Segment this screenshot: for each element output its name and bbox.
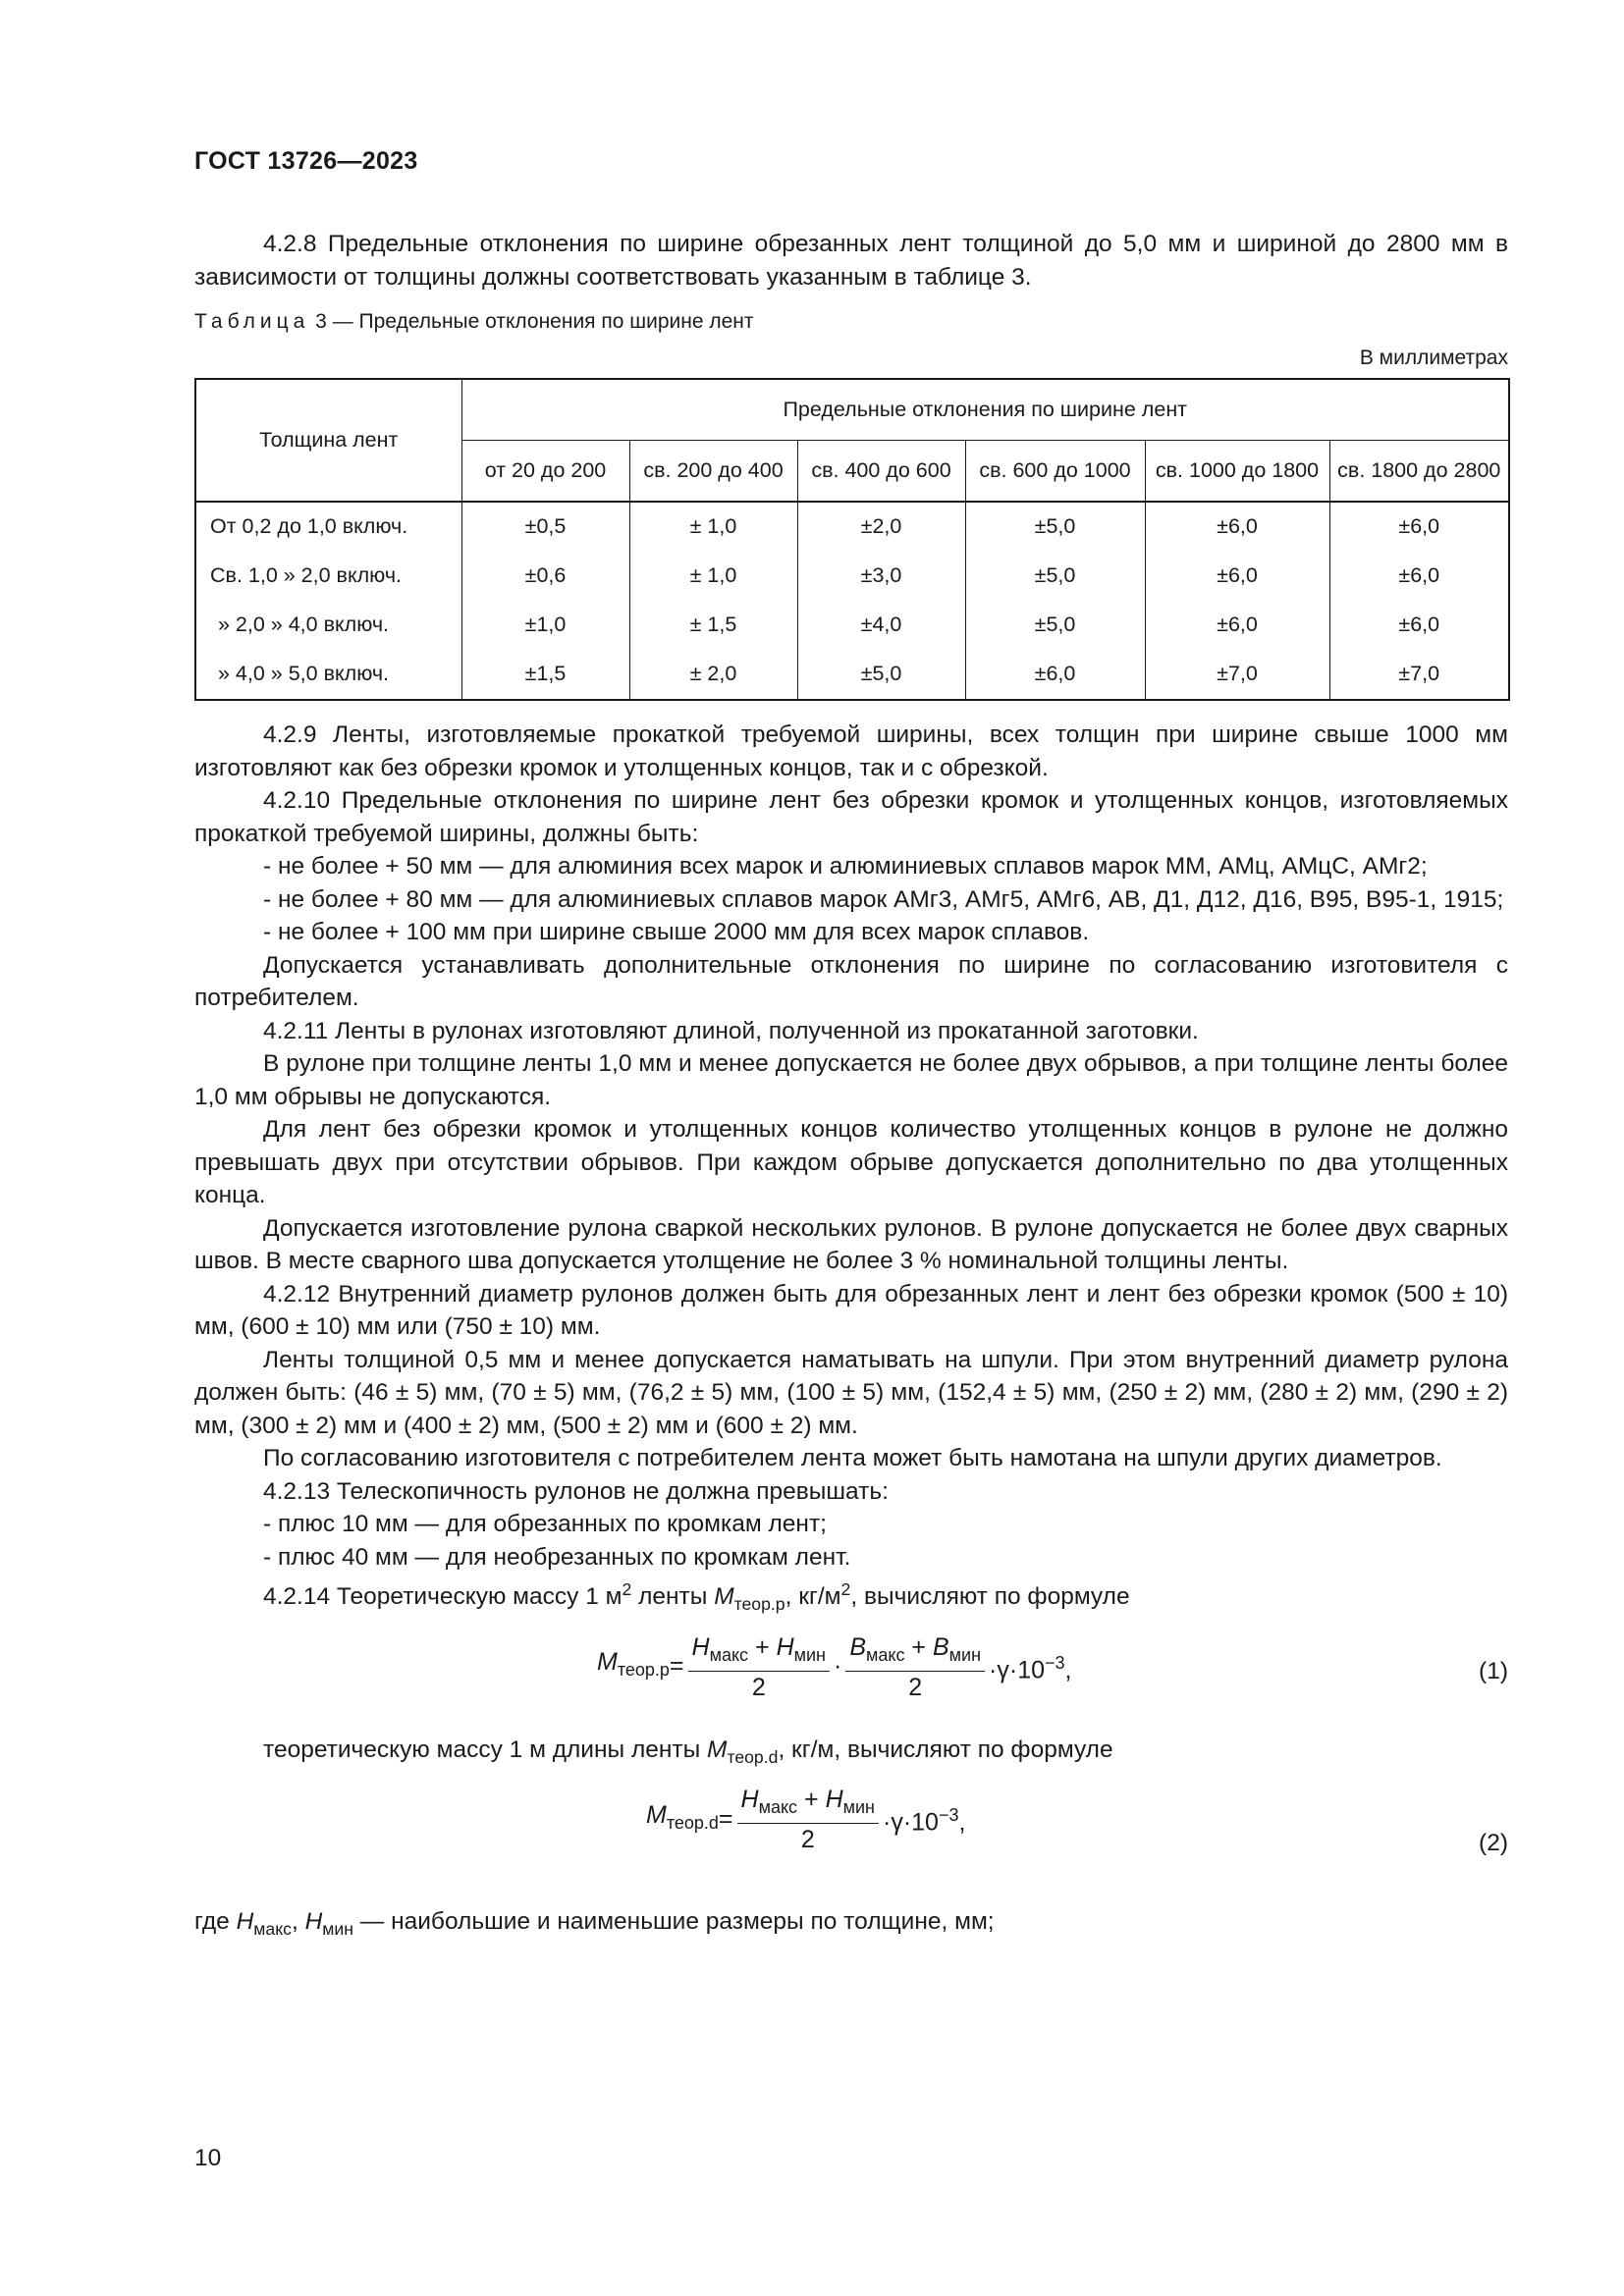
document-header: ГОСТ 13726—2023 [194, 147, 418, 175]
cell-value: ±6,0 [1329, 552, 1509, 601]
paragraph-4-2-13: 4.2.13 Телескопичность рулонов не должна превышать: [263, 1477, 889, 1505]
page-number: 10 [194, 2145, 222, 2171]
cell-value: ± 2,0 [629, 650, 797, 700]
cell-value: ±5,0 [965, 552, 1145, 601]
cell-value: ±6,0 [1329, 601, 1509, 650]
tolerance-table [194, 378, 1510, 701]
cell-thickness: Св. 1,0 » 2,0 включ. [195, 552, 461, 601]
paragraph-4-2-11: 4.2.11 Ленты в рулонах изготовляют длиной, полученной из прокатанной заготовки. [263, 1017, 1199, 1044]
cell-value: ± 1,5 [629, 601, 797, 650]
paragraph: Допускается изготовление рулона сваркой нескольких рулонов. В рулоне допускается не более двух сварных швов. В месте сварного шва допускается утолщение не более 3 % номинальной толщины ленты. [194, 1214, 1508, 1274]
header-width-col: св. 600 до 1000 [965, 441, 1145, 503]
header-width-col: от 20 до 200 [461, 441, 629, 503]
formula-1-expression: $M_{теор.p}$ = $\frac{H_{макс} + H_{мин}}{2}$ · $\frac{B_{макс} + B_{мин}}{2}$ $\cdot\gamma\cdot 10^{-3}$, [597, 1632, 1072, 1701]
cell-value: ±7,0 [1329, 650, 1509, 700]
cell-thickness: » 4,0 » 5,0 включ. [195, 650, 461, 700]
cell-value: ±6,0 [1145, 552, 1329, 601]
paragraph-4-2-8: 4.2.8 Предельные отклонения по ширине обрезанных лент толщиной до 5,0 мм и шириной до 2800 мм в зависимости от толщины должны соответствовать указанным в таблице 3. [194, 231, 1508, 291]
list-item: - не более + 100 мм при ширине свыше 2000 мм для всех марок сплавов. [263, 919, 1090, 945]
cell-value: ±6,0 [1329, 502, 1509, 552]
table-units: В миллиметрах [1359, 347, 1508, 369]
variable-definition: где $H_{макс}$, $H_{мин}$ — наибольшие и наименьшие размеры по толщине, мм; [194, 1907, 995, 1939]
formula-1-number: (1) [1479, 1657, 1508, 1684]
cell-value: ±6,0 [965, 650, 1145, 700]
header-width-col: св. 1800 до 2800 [1329, 441, 1509, 503]
header-width-col: св. 200 до 400 [629, 441, 797, 503]
table-row [195, 552, 1509, 601]
paragraph-4-2-12: 4.2.12 Внутренний диаметр рулонов должен быть для обрезанных лент и лент без обрезки кромок (500 ± 10) мм, (600 ± 10) мм или (750 ± 10) мм. [194, 1280, 1508, 1340]
cell-value: ± 1,0 [629, 552, 797, 601]
header-width-tolerance: Предельные отклонения по ширине лент [461, 379, 1509, 441]
page-content [194, 228, 1508, 1946]
cell-value: ±2,0 [797, 502, 965, 552]
cell-value: ±1,0 [461, 601, 629, 650]
cell-value: ± 1,0 [629, 502, 797, 552]
cell-thickness: » 2,0 » 4,0 включ. [195, 601, 461, 650]
cell-value: ±5,0 [965, 601, 1145, 650]
list-item: - плюс 40 мм — для необрезанных по кромкам лент. [263, 1543, 851, 1571]
cell-value: ±7,0 [1145, 650, 1329, 700]
list-item: - плюс 10 мм — для обрезанных по кромкам лент; [263, 1511, 827, 1537]
paragraph-4-2-10: 4.2.10 Предельные отклонения по ширине лент без обрезки кромок и утолщенных концов, изготовляемых прокаткой требуемой ширины, должны быть: [194, 787, 1508, 847]
paragraph-4-2-9: 4.2.9 Ленты, изготовляемые прокаткой требуемой ширины, всех толщин при ширине свыше 1000 мм изготовляют как без обрезки кромок и утолщенных концов, так и с обрезкой. [194, 721, 1508, 781]
cell-value: ±6,0 [1145, 502, 1329, 552]
header-width-col: св. 1000 до 1800 [1145, 441, 1329, 503]
cell-value: ±6,0 [1145, 601, 1329, 650]
table-caption-text: 3 — Предельные отклонения по ширине лент [309, 310, 754, 333]
cell-thickness: От 0,2 до 1,0 включ. [195, 502, 461, 552]
table-row [195, 502, 1509, 552]
paragraph-4-2-14: 4.2.14 Теоретическую массу 1 $м^2$ ленты $M_{теор.p}$, $кг/м^2$, вычисляют по формуле [263, 1579, 1130, 1615]
cell-value: ±1,5 [461, 650, 629, 700]
table-row [195, 601, 1509, 650]
list-item: - не более + 50 мм — для алюминия всех марок и алюминиевых сплавов марок ММ, АМц, АМцС, АМг2; [263, 853, 1428, 880]
formula-2-number: (2) [1479, 1829, 1508, 1856]
cell-value: ±4,0 [797, 601, 965, 650]
list-item: - не более + 80 мм — для алюминиевых сплавов марок АМг3, АМг5, АМг6, АВ, Д1, Д12, Д16, В95, В95-1, 1915; [263, 885, 1504, 913]
formula-1 [194, 1631, 1508, 1720]
paragraph: Ленты толщиной 0,5 мм и менее допускается наматывать на шпули. При этом внутренний диаметр рулона должен быть: (46 ± 5) мм, (70 ± 5) мм, (76,2 ± 5) мм, (100 ± 5) мм, (152,4 ± 5) мм, (250 ± 2) мм, (280 ± 2) мм, (290 ± 2) мм, (300 ± 2) мм и (400 ± 2) мм, (500 ± 2) мм и (600 ± 2) мм. [194, 1346, 1508, 1439]
table-caption-word: Таблица [194, 310, 310, 333]
header-thickness: Толщина лент [195, 379, 461, 502]
table-caption [194, 307, 1508, 337]
paragraph: теоретическую массу 1 м длины ленты $M_{теор.d}$, кг/м, вычисляют по формуле [263, 1735, 1113, 1767]
formula-2-expression: $M_{теор.d}$ = $\frac{H_{макс} + H_{мин}}{2}$ $\cdot\gamma\cdot 10^{-3}$, [646, 1785, 966, 1853]
formula-2 [194, 1784, 1508, 1882]
paragraph: Для лент без обрезки кромок и утолщенных концов количество утолщенных концов в рулоне не должно превышать двух при отсутствии обрывов. При каждом обрыве допускается дополнительно по два утолщенных конца. [194, 1116, 1508, 1208]
cell-value: ±0,6 [461, 552, 629, 601]
cell-value: ±5,0 [965, 502, 1145, 552]
cell-value: ±0,5 [461, 502, 629, 552]
paragraph: Допускается устанавливать дополнительные отклонения по ширине по согласованию изготовителя с потребителем. [194, 951, 1508, 1011]
cell-value: ±5,0 [797, 650, 965, 700]
paragraph: По согласованию изготовителя с потребителем лента может быть намотана на шпули других диаметров. [263, 1445, 1442, 1471]
table-row [195, 650, 1509, 700]
header-width-col: св. 400 до 600 [797, 441, 965, 503]
paragraph: В рулоне при толщине ленты 1,0 мм и менее допускается не более двух обрывов, а при толщине ленты более 1,0 мм обрывы не допускаются. [194, 1050, 1508, 1110]
cell-value: ±3,0 [797, 552, 965, 601]
